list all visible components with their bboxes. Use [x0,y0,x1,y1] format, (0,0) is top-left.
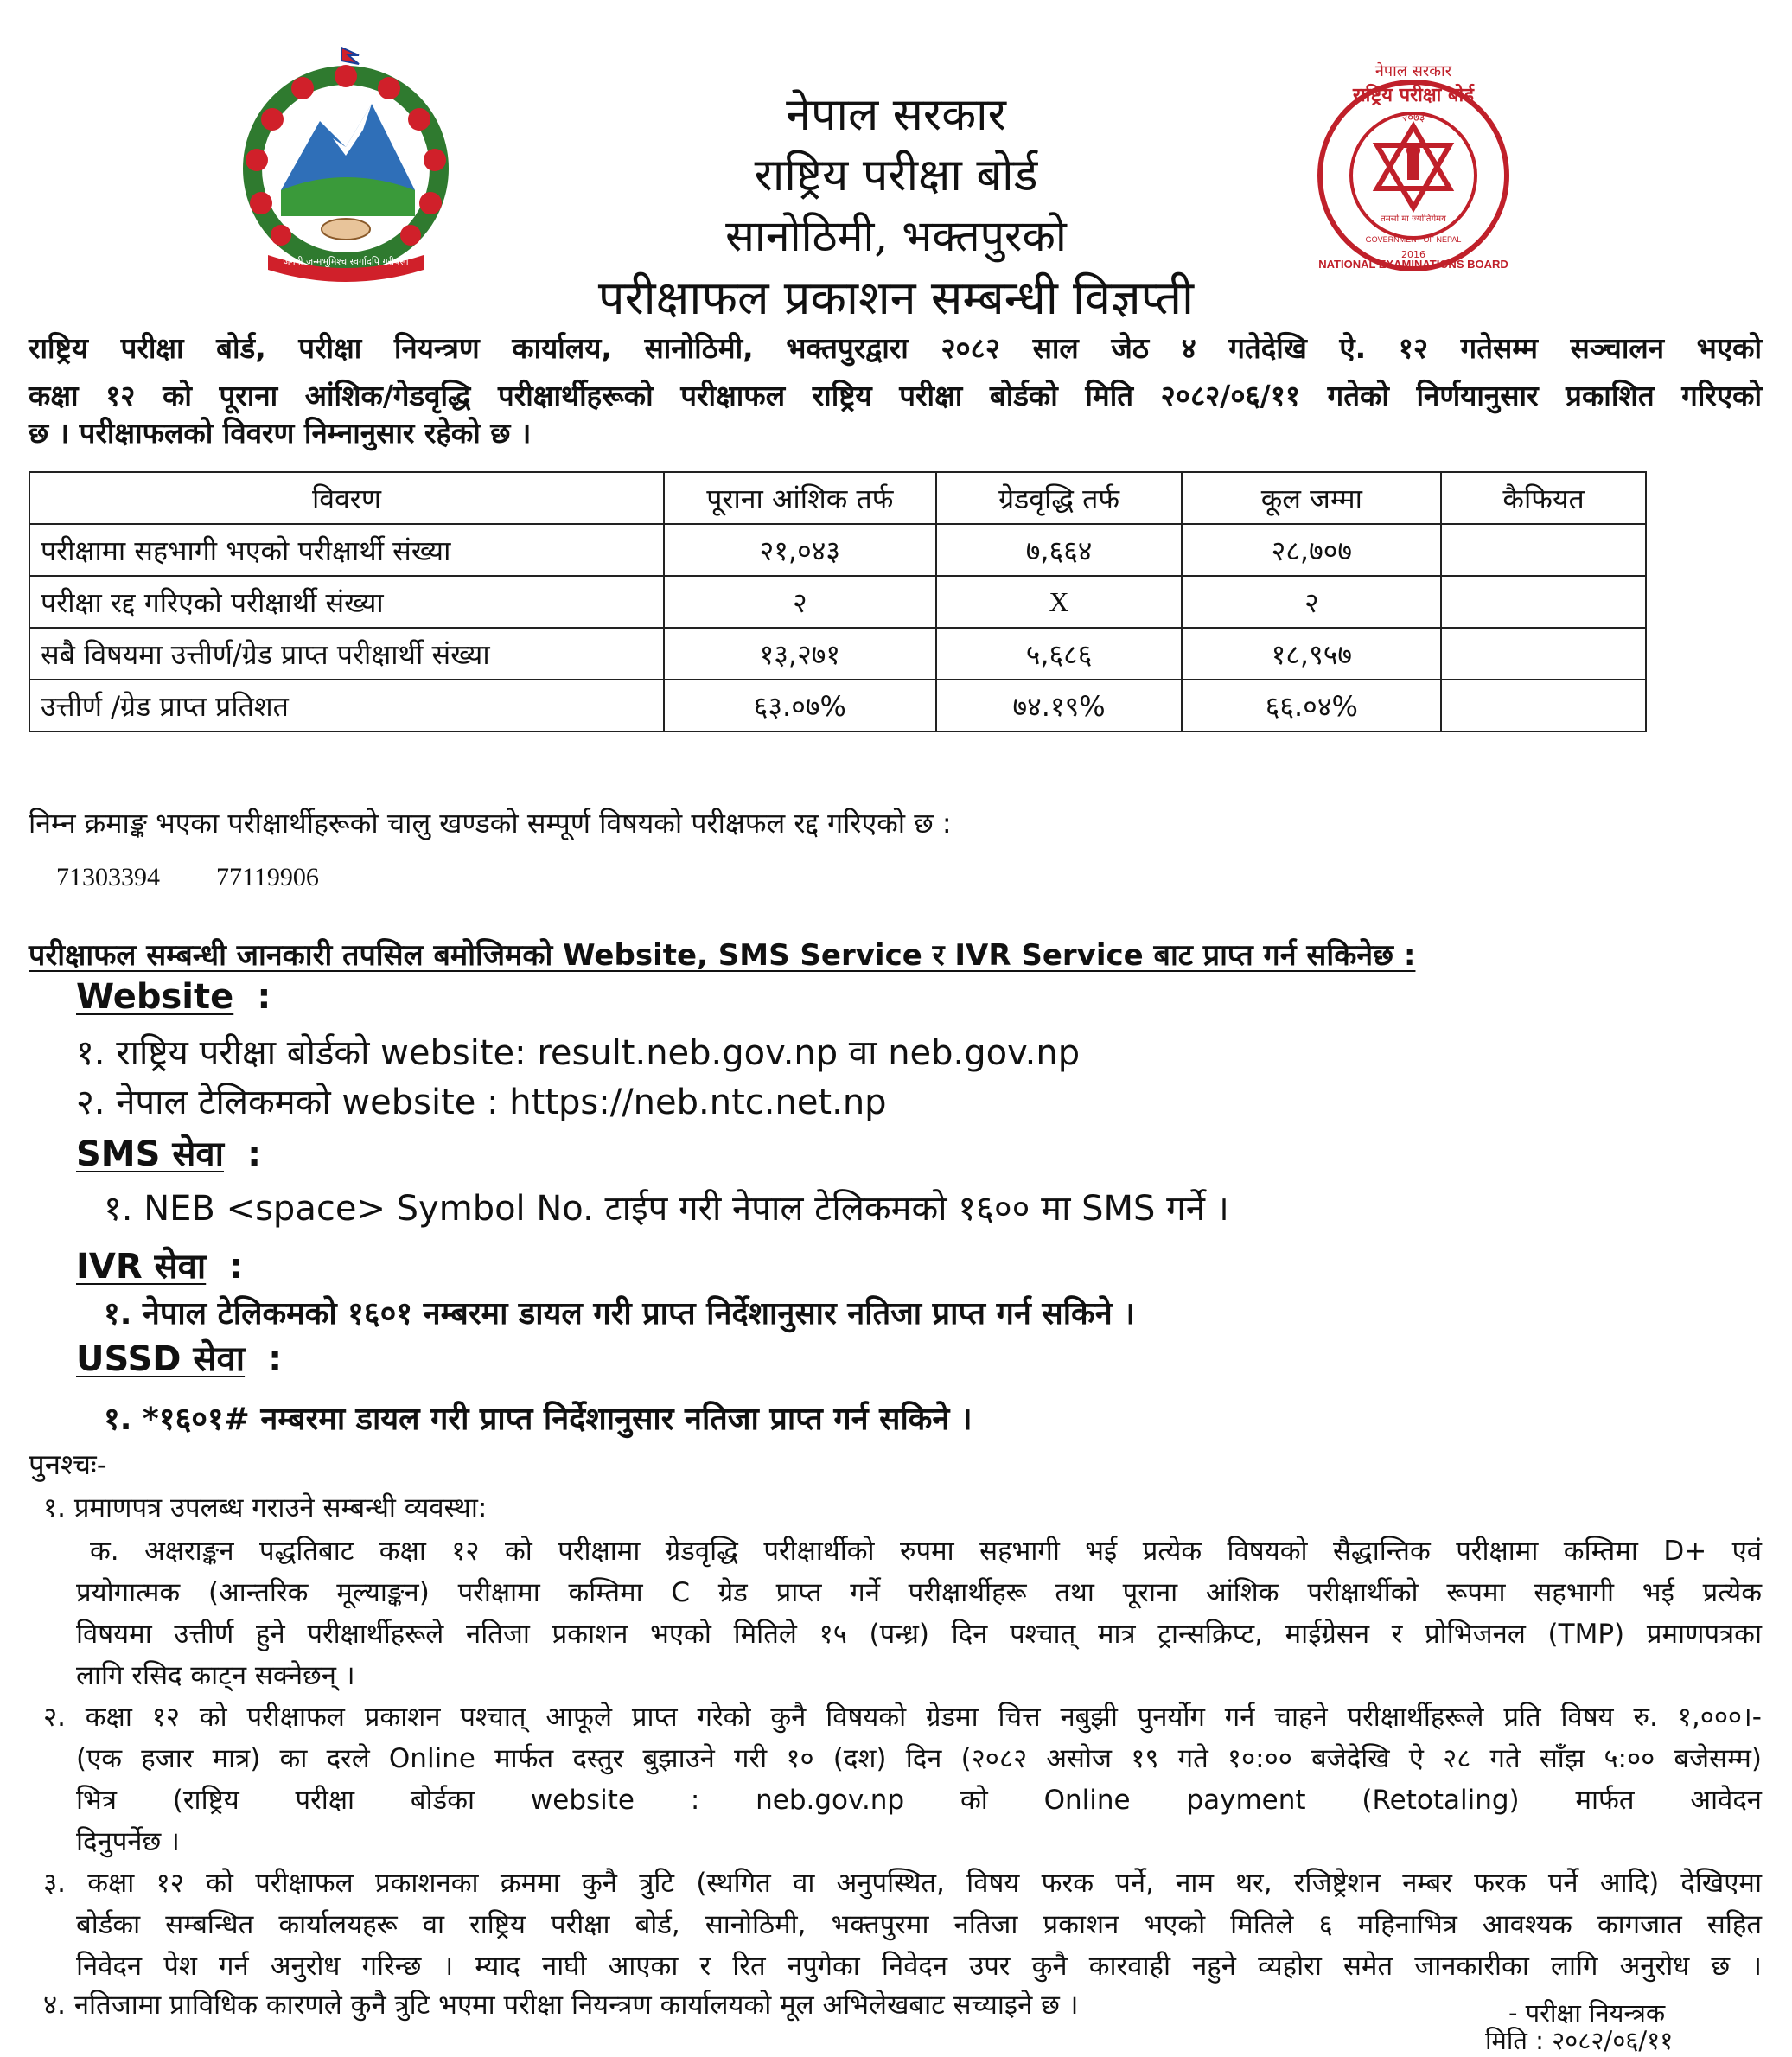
page-title: परीक्षाफल प्रकाशन सम्बन्धी विज्ञप्ती [597,271,1195,325]
neb-logo-top-text: नेपाल सरकार [1374,62,1452,80]
postscript-item-1a-line-4: लागि रसिद काट्न सक्नेछन् । [76,1660,355,1691]
neb-logo-inner-ring: GOVERNMENT OF NEPAL [1365,235,1462,244]
cancelled-notice: निम्न क्रमाङ्क भएका परीक्षार्थीहरूको चालु खण्डको सम्पूर्ण विषयको परीक्षफल रद्द गरिएको छ : [29,807,952,840]
header-government: नेपाल सरकार [786,89,1006,141]
postscript-item-1a-line-1: क. अक्षराङ्कन पद्धतिबाट कक्षा १२ को परीक्षामा ग्रेडवृद्धि परीक्षार्थीको रुपमा सहभागी भई प्रत्येक विषयको सैद्धान्तिक परीक्षामा कम्तिमा D+ एवं [90,1536,1762,1567]
neb-logo-ring-text: NATIONAL EXAMINATIONS BOARD [1318,258,1508,271]
postscript-item-3-line-3: निवेदन पेश गर्न अनुरोध गरिन्छ । म्याद नाघी आएका र रित नपुगेका निवेदन उपर कुनै कारवाही नहुने व्यहोरा समेत जानकारीका लागि अनुरोध छ । [76,1951,1762,1982]
ussd-item-1: १. *१६०१# नम्बरमा डायल गरी प्राप्त निर्देशानुसार नतिजा प्राप्त गर्न सकिने । [104,1402,973,1437]
table-row [29,680,1646,731]
row-label: उत्तीर्ण /ग्रेड प्राप्त प्रतिशत [29,680,664,731]
cell-value: ५,६८६ [936,628,1183,680]
neb-logo-arc-text: राष्ट्रिय परीक्षा बोर्ड [1352,84,1474,106]
cell-value: ७,६६४ [936,524,1183,576]
postscript-item-4: ४. नतिजामा प्राविधिक कारणले कुनै त्रुटि भएमा परीक्षा नियन्त्रण कार्यालयको मूल अभिलेखबाट सच्याइने छ । [43,1990,1079,2021]
ussd-heading: USSD सेवा [76,1339,246,1379]
postscript-item-1-title: १. प्रमाणपत्र उपलब्ध गराउने सम्बन्धी व्यवस्था: [43,1492,488,1524]
postscript-item-3-line-2: बोर्डका सम्बन्धित कार्यालयहरू वा राष्ट्रिय परीक्षा बोर्ड, सानोठिमी, भक्तपुरमा नतिजा प्रकाशन भएको मितिले ६ महिनाभित्र आवश्यक कागजात सहित [76,1909,1762,1940]
table-header-row [29,472,1646,524]
cell-value: २८,७०७ [1182,524,1441,576]
postscript-item-2-line-4: दिनुपर्नेछ । [76,1826,180,1857]
website-heading: Website [76,977,234,1017]
intro-line-1: राष्ट्रिय परीक्षा बोर्ड, परीक्षा नियन्त्रण कार्यालय, सानोठिमी, भक्तपुरद्वारा २०८२ साल जेठ ४ गतेदेखि ऐ. १२ गतेसम्म सञ्चालन भएको [29,331,1762,365]
sms-item-1: १. NEB <space> Symbol No. टाईप गरी नेपाल टेलिकमको १६०० मा SMS गर्ने । [104,1189,1229,1229]
postscript-item-3-line-1: ३. कक्षा १२ को परीक्षाफल प्रकाशनका क्रममा कुनै त्रुटि (स्थगित वा अनुपस्थित, विषय फरक पर्ने, नाम थर, रजिष्ट्रेशन नम्बर फरक पर्ने आदि) देखिएमा [43,1868,1762,1899]
website-item-2: २. नेपाल टेलिकमको website : https://neb.ntc.net.np [76,1083,887,1122]
intro-line-3: छ । परीक्षाफलको विवरण निम्नानुसार रहेको छ । [29,416,532,450]
postscript-item-2-line-3: भित्र (राष्ट्रिय परीक्षा बोर्डका website : neb.gov.np को Online payment (Retotaling) मार्फत आवेदन [76,1785,1762,1816]
postscript-item-1a-line-3: विषयमा उत्तीर्ण हुने परीक्षार्थीहरूले नतिजा प्रकाशन भएको मितिले १५ (पन्ध्र) दिन पश्चात् मात्र ट्रान्सक्रिप्ट, माईग्रेसन र प्रोभिजनल (TMP) प्रमाणपत्रका [76,1619,1762,1650]
postscript-item-1a-line-2: प्रयोगात्मक (आन्तरिक मूल्याङ्कन) परीक्षामा कम्तिमा C ग्रेड प्राप्त गर्ने परीक्षार्थीहरू तथा पूराना आंशिक परीक्षार्थीको रूपमा सहभागी भई प्रत्येक [76,1577,1762,1608]
cell-value: ६३.०७% [664,680,936,731]
table-row [29,524,1646,576]
col-header-details: विवरण [29,472,664,524]
signatory: - परीक्षा नियन्त्रक [1508,1998,1666,2028]
cancelled-symbol-1: 71303394 [56,863,160,891]
cell-value: ७४.१९% [936,680,1183,731]
row-label: सबै विषयमा उत्तीर्ण/ग्रेड प्राप्त परीक्षार्थी संख्या [29,628,664,680]
cell-value: २ [1182,576,1441,628]
cell-value: २ [664,576,936,628]
emblem-motto: जननी जन्मभूमिश्च स्वर्गादपि गरीयसी [283,256,409,267]
cell-value: ६६.०४% [1182,680,1441,731]
ussd-colon: : [268,1339,283,1379]
col-header-total: कूल जम्मा [1182,472,1441,524]
col-header-grade-increase: ग्रेडवृद्धि तर्फ [936,472,1183,524]
cell-value: १८,९५७ [1182,628,1441,680]
ivr-item-1: १. नेपाल टेलिकमको १६०१ नम्बरमा डायल गरी प्राप्त निर्देशानुसार नतिजा प्राप्त गर्न सकिने । [104,1296,1135,1332]
header-board: राष्ट्रिय परीक्षा बोर्ड [754,150,1038,201]
cell-value: X [936,576,1183,628]
col-header-remarks: कैफियत [1441,472,1646,524]
neb-logo-year-top: २०७३ [1401,112,1425,125]
row-label: परीक्षा रद्द गरिएको परीक्षार्थी संख्या [29,576,664,628]
ivr-heading: IVR सेवा [76,1247,207,1287]
info-heading: परीक्षाफल सम्बन्धी जानकारी तपसिल बमोजिमको Website, SMS Service र IVR Service बाट प्राप्त गर्न सकिनेछ : [29,938,1416,973]
table-row [29,576,1646,628]
table-row [29,628,1646,680]
neb-logo-inner-year: 2016 [1401,249,1425,260]
cell-value: १३,२७१ [664,628,936,680]
cell-remarks [1441,524,1646,576]
col-header-old-partial: पूराना आंशिक तर्फ [664,472,936,524]
cancelled-symbol-2: 77119906 [216,863,319,891]
results-table [29,471,1647,732]
ussd-section [76,1333,282,1381]
website-section [76,977,271,1017]
postscript-item-2-line-2: (एक हजार मात्र) का दरले Online मार्फत दस्तुर बुझाउने गरी १० (दश) दिन (२०८२ असोज १९ गते १०:०० बजेदेखि ऐ २८ गते साँझ ५:०० बजेसम्म) [76,1743,1762,1774]
cell-remarks [1441,576,1646,628]
cell-remarks [1441,680,1646,731]
issue-date: मिति : २०८२/०६/११ [1485,2026,1674,2055]
postscript-item-2-line-1: २. कक्षा १२ को परीक्षाफल प्रकाशन पश्चात् आफूले प्राप्त गरेको कुनै विषयको ग्रेडमा चित्त नबुझी पुनर्योग गर्न चाहने परीक्षार्थीहरूले प्रति विषय रु. १,०००।- [43,1702,1762,1733]
sms-heading: SMS सेवा [76,1134,224,1174]
header-location: सानोठिमी, भक्तपुरको [725,211,1067,261]
postscript-title: पुनश्चः- [29,1447,107,1481]
sms-section [76,1128,261,1176]
sms-colon: : [247,1134,262,1174]
website-item-1: १. राष्ट्रिय परीक्षा बोर्डको website: result.neb.gov.np वा neb.gov.np [76,1033,1081,1073]
ivr-section [76,1241,243,1288]
cell-remarks [1441,628,1646,680]
ivr-colon: : [229,1247,244,1287]
row-label: परीक्षामा सहभागी भएको परीक्षार्थी संख्या [29,524,664,576]
intro-line-2: कक्षा १२ को पूराना आंशिक/गेडवृद्धि परीक्षार्थीहरूको परीक्षाफल राष्ट्रिय परीक्षा बोर्डको मिति २०८२/०६/११ गतेको निर्णयानुसार प्रकाशित गरिएको [29,379,1762,412]
website-colon: : [257,977,271,1017]
cell-value: २१,०४३ [664,524,936,576]
neb-logo-inner-text: तमसो मा ज्योतिर्गमय [1381,214,1446,224]
